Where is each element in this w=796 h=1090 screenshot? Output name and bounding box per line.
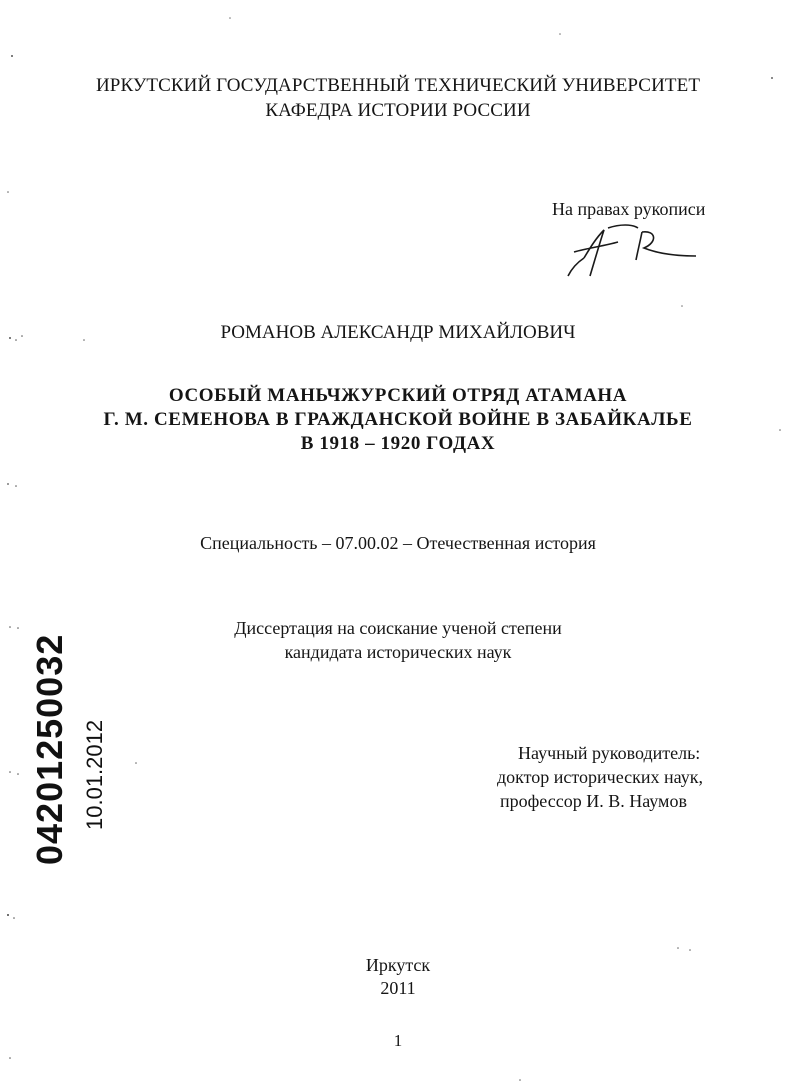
year: 2011 <box>380 978 416 998</box>
library-stamp-date: 10.01.2012 <box>82 719 107 830</box>
rights-note: На правах рукописи <box>552 199 706 219</box>
place: Иркутск <box>365 955 431 975</box>
dissertation-title <box>0 384 796 456</box>
signature-image <box>560 218 700 284</box>
title-line-3: В 1918 – 1920 ГОДАХ <box>300 433 496 454</box>
library-stamp-code: 04201250032 <box>29 633 70 865</box>
supervisor-name: профессор И. В. Наумов <box>500 791 687 811</box>
supervisor-label: Научный руководитель: <box>518 743 701 763</box>
specialty: Специальность – 07.00.02 – Отечественная история <box>200 533 596 553</box>
institution-header <box>0 73 796 123</box>
supervisor-degree: доктор исторических наук, <box>497 767 703 787</box>
degree-line-1: Диссертация на соискание ученой степени <box>234 618 562 638</box>
university-name: ИРКУТСКИЙ ГОСУДАРСТВЕННЫЙ ТЕХНИЧЕСКИЙ УНИВЕРСИТЕТ <box>95 75 701 96</box>
title-line-1: ОСОБЫЙ МАНЬЧЖУРСКИЙ ОТРЯД АТАМАНА <box>168 385 628 406</box>
degree-line-2: кандидата исторических наук <box>284 642 512 662</box>
author-name: РОМАНОВ АЛЕКСАНДР МИХАЙЛОВИЧ <box>220 322 576 343</box>
page-number: 1 <box>393 1031 403 1050</box>
place-and-year <box>0 954 796 1000</box>
supervisor-block <box>490 741 730 813</box>
dissertation-degree <box>0 616 796 664</box>
title-line-2: Г. М. СЕМЕНОВА В ГРАЖДАНСКОЙ ВОЙНЕ В ЗАБАЙКАЛЬЕ <box>103 409 693 430</box>
department-name: КАФЕДРА ИСТОРИИ РОССИИ <box>265 100 531 121</box>
